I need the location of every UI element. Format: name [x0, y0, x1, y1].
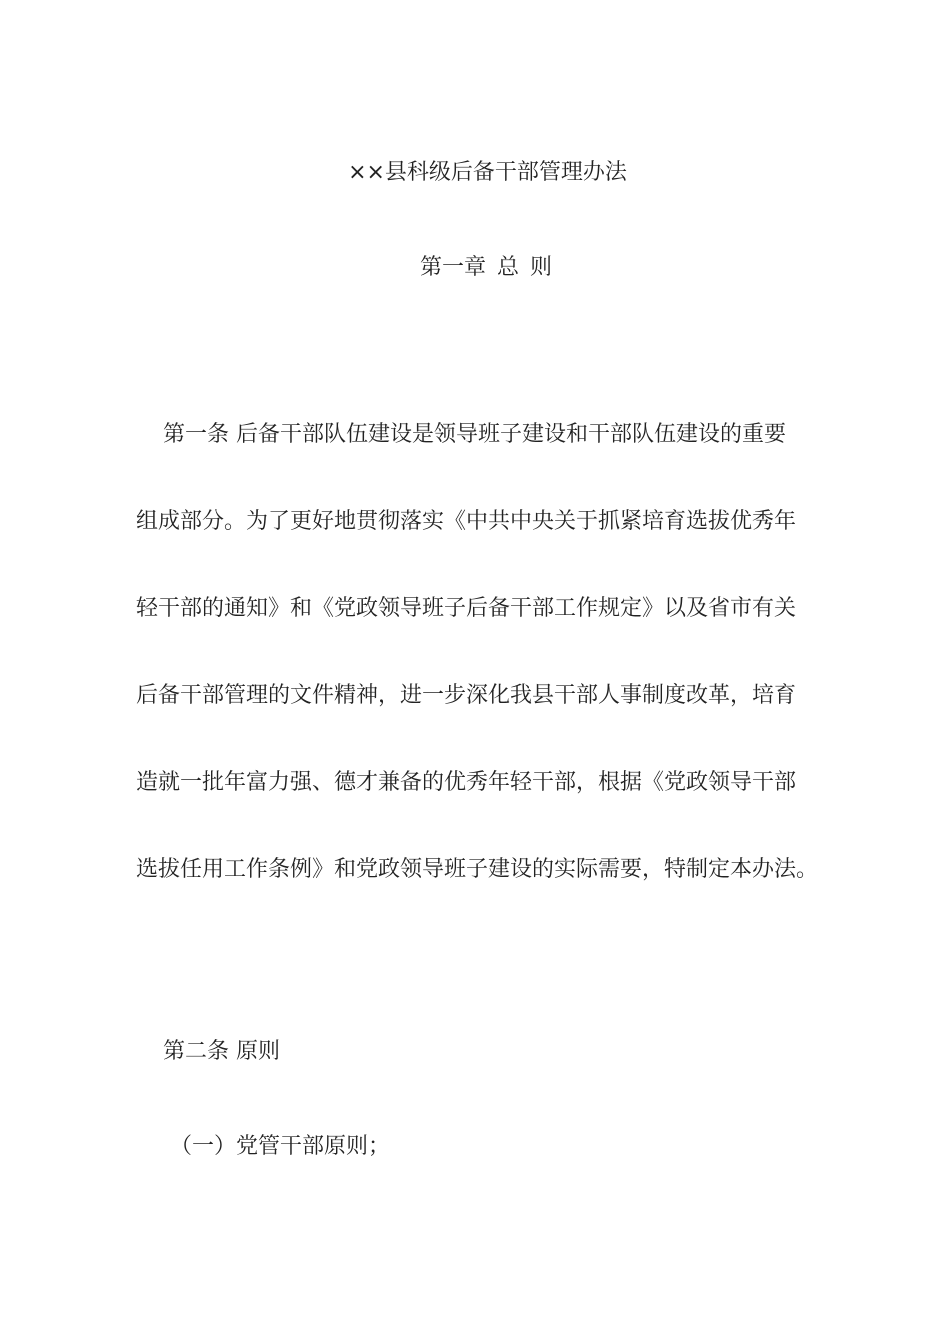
article-1-line: 第一条 后备干部队伍建设是领导班子建设和干部队伍建设的重要	[163, 422, 786, 447]
article-1-line: 轻干部的通知》和《党政领导班子后备干部工作规定》以及省市有关	[136, 596, 797, 621]
document-title: ××县科级后备干部管理办法	[348, 160, 627, 185]
chapter-title: 第一章 总 则	[420, 255, 552, 280]
article-1-line: 组成部分。为了更好地贯彻落实《中共中央关于抓紧培育选拔优秀年	[136, 509, 797, 534]
article-1-line: 造就一批年富力强、德才兼备的优秀年轻干部，根据《党政领导干部	[136, 770, 797, 795]
article-1-line: 选拔任用工作条例》和党政领导班子建设的实际需要，特制定本办法。	[136, 857, 819, 882]
article-1-line: 后备干部管理的文件精神，进一步深化我县干部人事制度改革，培育	[136, 683, 797, 708]
article-2-item: （一）党管干部原则；	[170, 1134, 391, 1159]
article-2-heading: 第二条 原则	[163, 1039, 280, 1064]
